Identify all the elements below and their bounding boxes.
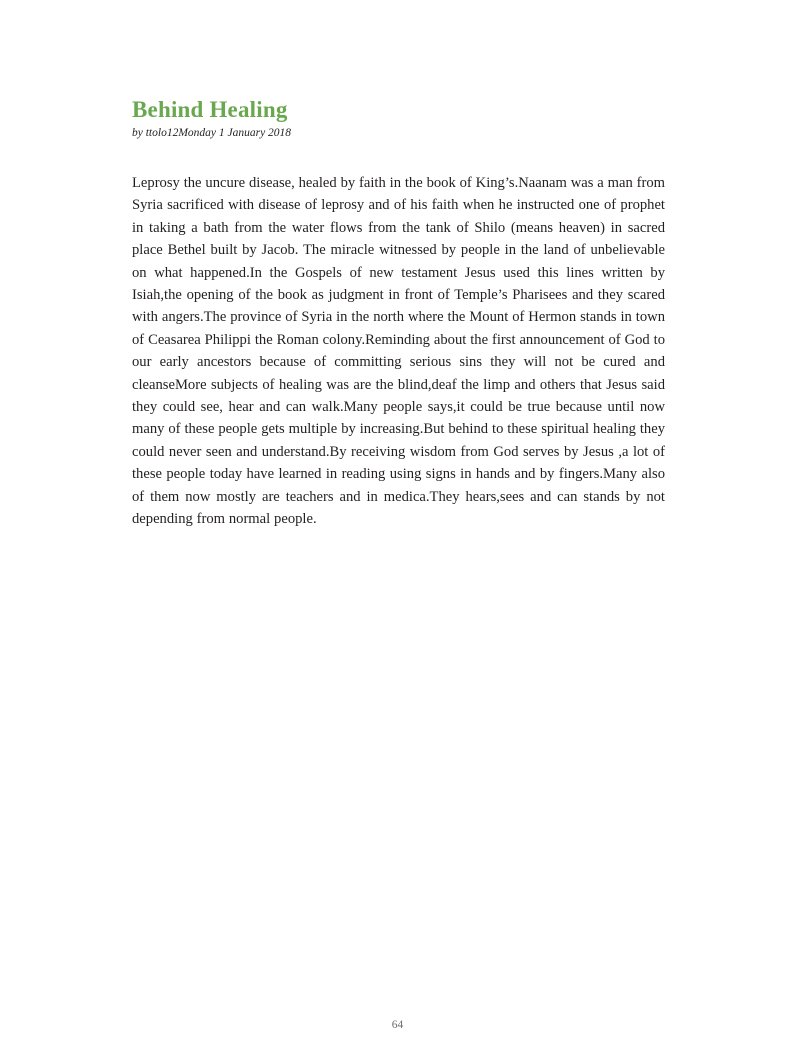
page-title: Behind Healing <box>132 97 288 122</box>
article-body-paragraph: Leprosy the uncure disease, healed by faith in the book of King’s.Naanam was a man from Syria sacrificed with disease of leprosy and of his faith when he instructed one of prophet in taking a bath from the water flows from the tank of Shilo (means heaven) in sacred place Bethel built by Jacob. The miracle witnessed by people in the land of unbelievable on what happened.In the Gospels of new testament Jesus used this lines written by Isiah,the opening of the book as judgment in front of Temple’s Pharisees and they scared with angers.The province of Syria in the north where the Mount of Hermon stands in town of Ceasarea Philippi the Roman colony.Reminding about the first announcement of God to our early ancestors because of committing serious sins they will not be cured and cleanseMore subjects of healing was are the blind,deaf the limp and others that Jesus said they could see, hear and can walk.Many people says,it could be true because until now many of these people gets multiple by increasing.But behind to these spiritual healing they could never seen and understand.By receiving wisdom from God serves by Jesus ,a lot of these people today have learned in reading using signs in hands and by fingers.Many also of them now mostly are teachers and in medica.They hears,sees and can stands by not depending from normal people. <box>132 175 665 528</box>
article-content <box>132 96 665 531</box>
article-byline: by ttolo12Monday 1 January 2018 <box>132 127 292 139</box>
page-number: 64 <box>391 1019 404 1031</box>
